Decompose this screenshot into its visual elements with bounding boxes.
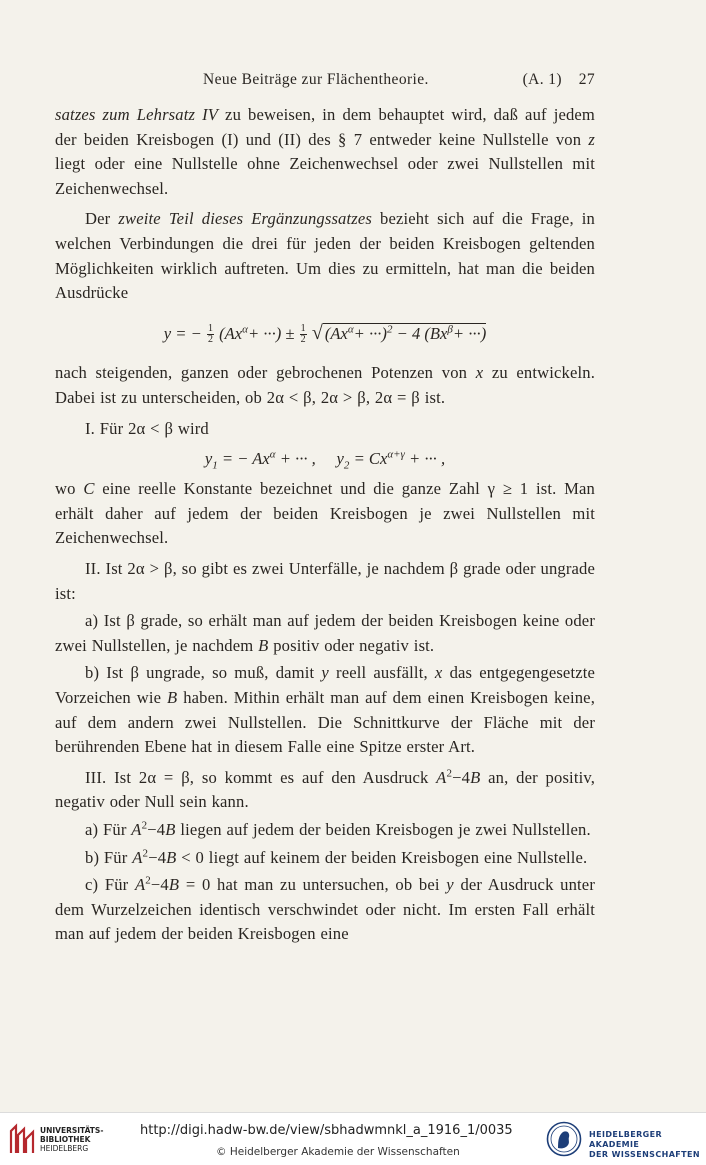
header-title: Neue Beiträge zur Flächentheorie. [203,71,429,88]
body-text [55,103,595,947]
paragraph-4: I. Für 2α < β wird [85,418,209,438]
university-library-logo-icon[interactable] [8,1123,36,1155]
page-number: 27 [578,71,595,88]
paragraph-8: b) Ist β ungrade, so muß, damit y reell ausfällt, x das entgegengesetzte Vorzeichen wie B haben. Mithin erhält man auf dem einen Kreisbogen keine, auf dem andern zwei Nullstellen. Die Schnittkurve der Fläche mit der berührenden Ebene hat in diesem Falle eine Spitze erster Art. [55,663,596,757]
academy-seal-icon[interactable] [546,1120,582,1158]
paragraph-9: III. Ist 2α = β, so kommt es auf den Ausdruck $A^2-4B$ an, der positiv, negativ oder Null sein kann. [55,767,596,812]
paragraph-6: II. Ist 2α > β, so gibt es zwei Unterfälle, je nachdem β grade oder ungrade ist: [55,559,595,603]
radicand: $(Ax^\alpha+ \cdot\cdot\cdot)^2 - 4$ ($Bx^\beta+$ ···) [324,323,487,343]
paragraph-7: a) Ist β grade, so erhält man auf jedem der beiden Kreisbogen keine oder zwei Nullstellen, je nachdem B positiv oder negativ ist. [55,611,595,655]
paragraph-12: c) Für $A^2-4B = 0$ hat man zu untersuchen, ob bei y der Ausdruck unter dem Wurzelzeichen identisch verschwindet oder nicht. Im ersten Fall erhält man auf jedem der beiden Kreisbogen eine [55,874,595,944]
paragraph-5: wo C eine reelle Konstante bezeichnet und die ganze Zahl γ ≥ 1 ist. Man erhält daher auf jedem der beiden Kreisbogen je zwei Nullstellen mit Zeichenwechsel. [55,479,595,548]
header-section: (A. 1) [522,71,562,88]
fraction-half-2: $\frac{1}{2}$ [300,323,306,346]
paragraph-3: nach steigenden, ganzen oder gebrochenen Potenzen von x zu entwickeln. Dabei ist zu unterscheiden, ob 2α < β, 2α > β, 2α = β ist. [55,363,595,408]
university-library-name[interactable]: UNIVERSITÄTS- BIBLIOTHEK HEIDELBERG [40,1126,104,1153]
square-root-sign: √ [311,321,323,344]
copyright-notice: © Heidelberger Akademie der Wissenschaften [216,1146,460,1158]
paragraph-11: b) Für $A^2-4B < 0$ liegt auf keinem der beiden Kreisbogen eine Nullstelle. [85,847,588,867]
running-header [55,71,595,91]
formula-roots: y = − $\frac{1}{2}$ ($Ax^\alpha+$ ···) ± $\frac{1}{2}$ √ $(Ax^\alpha+ \cdot\cdot\cdot)^2 - 4$ ($Bx^\beta+$ ···) [163,321,487,346]
fraction-half: $\frac{1}{2}$ [207,323,213,346]
viewer-footer [0,1112,706,1165]
paragraph-10: a) Für $A^2-4B$ liegen auf jedem der beiden Kreisbogen je zwei Nullstellen. [85,819,591,839]
formula-case-one: $y_1$ = − $Ax^\alpha$ + ··· , $y_2 = Cx^{\alpha+\gamma}$ + ··· , [204,448,446,472]
permalink-url[interactable]: http://digi.hadw-bw.de/view/sbhadwmnkl_a_1916_1/0035 [140,1123,513,1138]
paragraph-2: Der zweite Teil dieses Ergänzungssatzes bezieht sich auf die Frage, in welchen Verbindungen die drei für jeden der beiden Kreisbogen geltenden Möglichkeiten wirklich auftreten. Um dies zu ermitteln, hat man die beiden Ausdrücke [55,209,596,303]
academy-name[interactable]: HEIDELBERGER AKADEMIE DER WISSENSCHAFTEN [589,1130,700,1159]
paragraph-1: satzes zum Lehrsatz IV zu beweisen, in dem behauptet wird, daß auf jedem der beiden Kreisbogen (I) und (II) des § 7 entweder keine Nullstelle von z liegt oder eine Nullstelle ohne Zeichenwechsel oder zwei Nullstellen mit Zeichenwechsel. [55,105,595,198]
